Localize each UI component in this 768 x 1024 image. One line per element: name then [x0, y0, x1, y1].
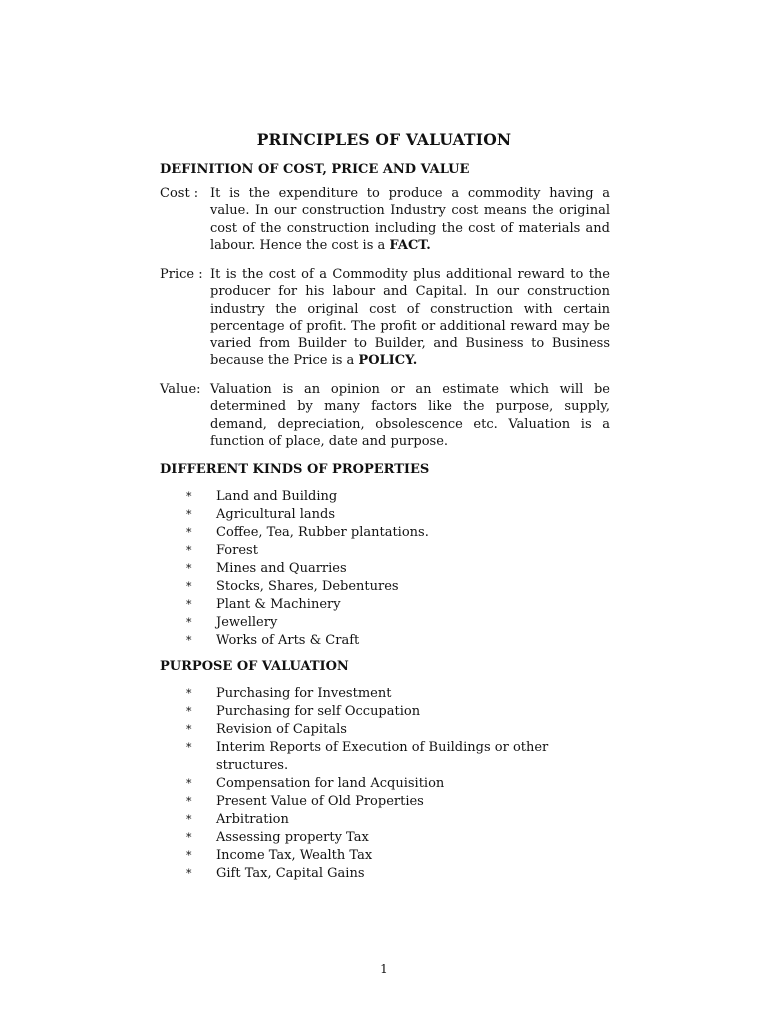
list-item: * Purchasing for Investment — [186, 686, 392, 701]
list-item: * Agricultural lands — [186, 507, 336, 522]
definition-value — [160, 381, 610, 450]
definition-text: It is the expenditure to produce a commodity having a value. In our construction Industry cost means the original cost of the construction including the cost of materials and labour. Hence the cost is a FACT. — [210, 186, 610, 253]
list-item: * Present Value of Old Properties — [186, 794, 424, 809]
page-number: 1 — [380, 962, 388, 976]
definition-cost — [160, 185, 610, 254]
list-item: * Works of Arts & Craft — [186, 633, 360, 648]
list-item: * Compensation for land Acquisition — [186, 776, 445, 791]
definitions-heading: DEFINITION OF COST, PRICE AND VALUE — [160, 162, 470, 177]
bullet-icon: * — [186, 795, 192, 808]
list-item: * Arbitration — [186, 812, 289, 827]
bullet-icon: * — [186, 634, 192, 647]
bullet-icon: * — [186, 705, 192, 718]
list-item: * Revision of Capitals — [186, 722, 347, 737]
list-item: * Plant & Machinery — [186, 597, 341, 612]
list-item: * Coffee, Tea, Rubber plantations. — [186, 525, 429, 540]
bullet-icon: * — [186, 849, 192, 862]
purpose-heading: PURPOSE OF VALUATION — [160, 659, 349, 674]
page-title: PRINCIPLES OF VALUATION — [256, 130, 512, 149]
bullet-icon: * — [186, 777, 192, 790]
bullet-icon: * — [186, 813, 192, 826]
list-item: * Jewellery — [186, 615, 278, 630]
definition-text: It is the cost of a Commodity plus additional reward to the producer for his labour and Capital. In our construction industry the original cost of construction with certain percentage of profit. The profit or additional reward may be varied from Builder to Builder, and Business to Business because the Price is a POLICY. — [210, 267, 610, 369]
list-item: * Purchasing for self Occupation — [186, 704, 421, 719]
bullet-icon: * — [186, 562, 192, 575]
definition-term: Cost : — [160, 186, 199, 201]
kinds-heading: DIFFERENT KINDS OF PROPERTIES — [160, 462, 430, 477]
bullet-icon: * — [186, 616, 192, 629]
list-item: * Forest — [186, 543, 258, 558]
list-item: * Assessing property Tax — [186, 830, 369, 845]
bullet-icon: * — [186, 687, 192, 700]
purpose-list — [186, 685, 586, 883]
bullet-icon: * — [186, 831, 192, 844]
list-item: * Gift Tax, Capital Gains — [186, 866, 365, 881]
definition-text: Valuation is an opinion or an estimate which will be determined by many factors like the purpose, supply, demand, depreciation, obsolescence etc. Valuation is a function of place, date and purpose. — [210, 382, 610, 449]
bullet-icon: * — [186, 580, 192, 593]
list-item: * Stocks, Shares, Debentures — [186, 579, 399, 594]
definition-term: Value: — [160, 382, 201, 397]
bullet-icon: * — [186, 741, 192, 754]
kinds-list — [186, 488, 586, 650]
bullet-icon: * — [186, 508, 192, 521]
definition-price — [160, 266, 610, 370]
list-item: * Land and Building — [186, 489, 338, 504]
bullet-icon: * — [186, 490, 192, 503]
bullet-icon: * — [186, 544, 192, 557]
definition-term: Price : — [160, 267, 203, 282]
bullet-icon: * — [186, 723, 192, 736]
bullet-icon: * — [186, 867, 192, 880]
list-item: * Mines and Quarries — [186, 561, 347, 576]
bullet-icon: * — [186, 598, 192, 611]
list-item: * Income Tax, Wealth Tax — [186, 848, 373, 863]
bullet-icon: * — [186, 526, 192, 539]
list-item: * Interim Reports of Execution of Buildings or other structures. — [186, 740, 549, 773]
